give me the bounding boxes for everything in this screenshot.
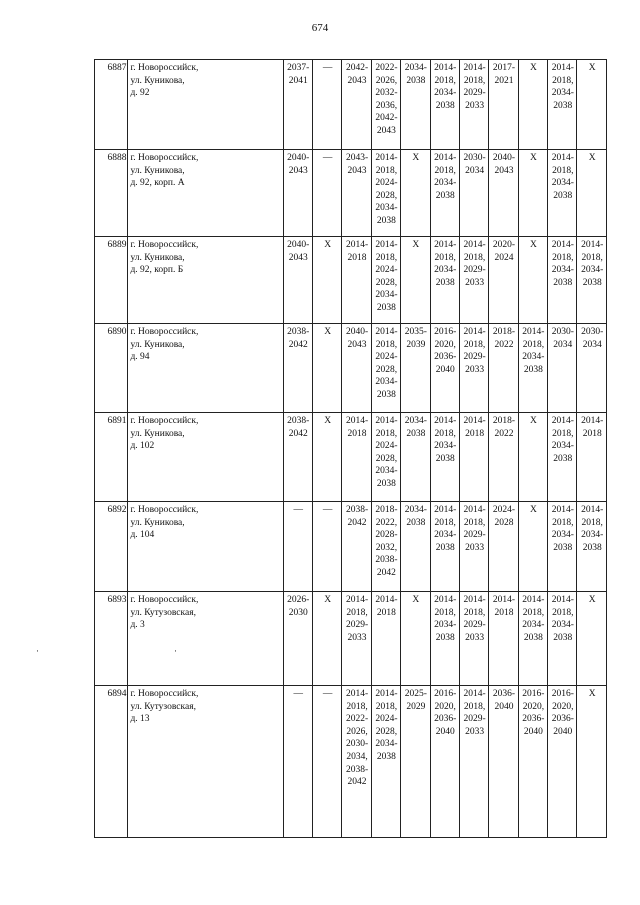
data-cell: X [518, 237, 547, 324]
data-cell: X [518, 150, 547, 237]
data-cell: 2014- 2018, 2029- 2033 [459, 686, 488, 838]
register-table [94, 59, 607, 838]
table-row [95, 324, 607, 413]
data-cell: 2018- 2022, 2028- 2032, 2038- 2042 [371, 502, 400, 592]
data-cell: 2014- 2018, 2024- 2028, 2034- 2038 [371, 237, 400, 324]
data-cell: 2034- 2038 [401, 60, 430, 150]
data-cell: 2038- 2042 [342, 502, 371, 592]
data-cell: 2014- 2018, 2024- 2028, 2034- 2038 [371, 324, 400, 413]
data-cell: 2024- 2028 [489, 502, 518, 592]
data-cell: 2040- 2043 [489, 150, 518, 237]
data-cell: — [312, 60, 341, 150]
data-cell: 2014- 2018, 2029- 2033 [459, 502, 488, 592]
row-number: 6892 [95, 502, 128, 592]
data-cell: 2016- 2020, 2036- 2040 [430, 686, 459, 838]
address-cell: г. Новороссийск, ул. Куникова, д. 94 [128, 324, 283, 413]
data-cell: 2026- 2030 [283, 592, 312, 686]
data-cell: X [577, 60, 607, 150]
data-cell: 2014- 2018, 2034- 2038 [548, 60, 577, 150]
data-cell: 2043- 2043 [342, 150, 371, 237]
data-cell: 2014- 2018, 2034- 2038 [430, 60, 459, 150]
data-cell: X [401, 150, 430, 237]
data-cell: 2017- 2021 [489, 60, 518, 150]
table-row [95, 237, 607, 324]
data-cell: X [312, 324, 341, 413]
data-cell: 2016- 2020, 2036- 2040 [548, 686, 577, 838]
table-row [95, 150, 607, 237]
data-cell: 2014- 2018, 2034- 2038 [577, 502, 607, 592]
data-cell: 2014- 2018, 2034- 2038 [430, 150, 459, 237]
data-cell: 2020- 2024 [489, 237, 518, 324]
address-cell: г. Новороссийск, ул. Куникова, д. 104 [128, 502, 283, 592]
address-cell: г. Новороссийск, ул. Куникова, д. 102 [128, 413, 283, 502]
data-cell: 2038- 2042 [283, 324, 312, 413]
page-number: 674 [311, 22, 329, 34]
data-cell: 2018- 2022 [489, 324, 518, 413]
data-cell: 2022- 2026, 2032- 2036, 2042- 2043 [371, 60, 400, 150]
data-cell: 2014- 2018 [577, 413, 607, 502]
row-number: 6893 [95, 592, 128, 686]
data-cell: 2037- 2041 [283, 60, 312, 150]
data-cell: 2014- 2018, 2034- 2038 [430, 502, 459, 592]
row-number: 6891 [95, 413, 128, 502]
data-cell: X [312, 592, 341, 686]
data-cell: 2014- 2018 [342, 237, 371, 324]
data-cell: 2034- 2038 [401, 502, 430, 592]
table-row [95, 592, 607, 686]
data-cell: X [577, 150, 607, 237]
data-cell: 2018- 2022 [489, 413, 518, 502]
data-cell: 2030- 2034 [548, 324, 577, 413]
row-number: 6889 [95, 237, 128, 324]
data-cell: 2016- 2020, 2036- 2040 [430, 324, 459, 413]
data-cell: — [283, 502, 312, 592]
data-cell: X [577, 686, 607, 838]
stray-scan-mark: · [174, 646, 177, 656]
data-cell: 2014- 2018, 2034- 2038 [518, 592, 547, 686]
data-cell: X [312, 237, 341, 324]
data-cell: 2014- 2018 [342, 413, 371, 502]
data-cell: X [518, 502, 547, 592]
data-cell: 2030- 2034 [459, 150, 488, 237]
address-cell: г. Новороссийск, ул. Кутузовская, д. 3 [128, 592, 283, 686]
data-cell: 2014- 2018, 2029- 2033 [342, 592, 371, 686]
stray-scan-mark: · [36, 646, 39, 656]
data-cell: 2014- 2018, 2034- 2038 [548, 237, 577, 324]
data-cell: X [401, 592, 430, 686]
data-cell: 2030- 2034 [577, 324, 607, 413]
data-cell: — [312, 686, 341, 838]
data-cell: 2042- 2043 [342, 60, 371, 150]
data-cell: 2014- 2018, 2024- 2028, 2034- 2038 [371, 150, 400, 237]
data-cell: 2040- 2043 [283, 237, 312, 324]
data-cell: 2014- 2018, 2034- 2038 [430, 413, 459, 502]
data-cell: X [518, 60, 547, 150]
data-cell: X [577, 592, 607, 686]
data-cell: 2025- 2029 [401, 686, 430, 838]
data-cell: 2014- 2018, 2024- 2028, 2034- 2038 [371, 413, 400, 502]
data-cell: 2014- 2018 [489, 592, 518, 686]
row-number: 6887 [95, 60, 128, 150]
data-cell: 2036- 2040 [489, 686, 518, 838]
data-cell: 2014- 2018 [459, 413, 488, 502]
table-row [95, 502, 607, 592]
data-cell: 2014- 2018, 2034- 2038 [548, 592, 577, 686]
data-cell: 2014- 2018, 2034- 2038 [518, 324, 547, 413]
data-cell: 2014- 2018 [371, 592, 400, 686]
data-cell: 2014- 2018, 2034- 2038 [548, 413, 577, 502]
data-cell: X [518, 413, 547, 502]
data-cell: 2014- 2018, 2034- 2038 [548, 502, 577, 592]
data-cell: X [401, 237, 430, 324]
data-cell: 2014- 2018, 2029- 2033 [459, 592, 488, 686]
data-cell: — [283, 686, 312, 838]
data-cell: 2014- 2018, 2029- 2033 [459, 60, 488, 150]
data-cell: 2035- 2039 [401, 324, 430, 413]
data-cell: 2040- 2043 [342, 324, 371, 413]
data-cell: — [312, 150, 341, 237]
address-cell: г. Новороссийск, ул. Куникова, д. 92, корп. А [128, 150, 283, 237]
data-cell: 2014- 2018, 2029- 2033 [459, 237, 488, 324]
data-cell: 2038- 2042 [283, 413, 312, 502]
address-cell: г. Новороссийск, ул. Куникова, д. 92 [128, 60, 283, 150]
data-cell: 2014- 2018, 2022- 2026, 2030- 2034, 2038- 2042 [342, 686, 371, 838]
address-cell: г. Новороссийск, ул. Куникова, д. 92, корп. Б [128, 237, 283, 324]
table-row [95, 686, 607, 838]
data-cell: 2014- 2018, 2024- 2028, 2034- 2038 [371, 686, 400, 838]
data-cell: 2040- 2043 [283, 150, 312, 237]
row-number: 6890 [95, 324, 128, 413]
data-cell: 2014- 2018, 2029- 2033 [459, 324, 488, 413]
table-row [95, 413, 607, 502]
data-cell: 2014- 2018, 2034- 2038 [548, 150, 577, 237]
data-cell: — [312, 502, 341, 592]
data-cell: 2014- 2018, 2034- 2038 [577, 237, 607, 324]
data-cell: X [312, 413, 341, 502]
row-number: 6888 [95, 150, 128, 237]
table-row [95, 60, 607, 150]
data-cell: 2034- 2038 [401, 413, 430, 502]
data-cell: 2014- 2018, 2034- 2038 [430, 237, 459, 324]
row-number: 6894 [95, 686, 128, 838]
address-cell: г. Новороссийск, ул. Кутузовская, д. 13 [128, 686, 283, 838]
data-cell: 2016- 2020, 2036- 2040 [518, 686, 547, 838]
data-cell: 2014- 2018, 2034- 2038 [430, 592, 459, 686]
